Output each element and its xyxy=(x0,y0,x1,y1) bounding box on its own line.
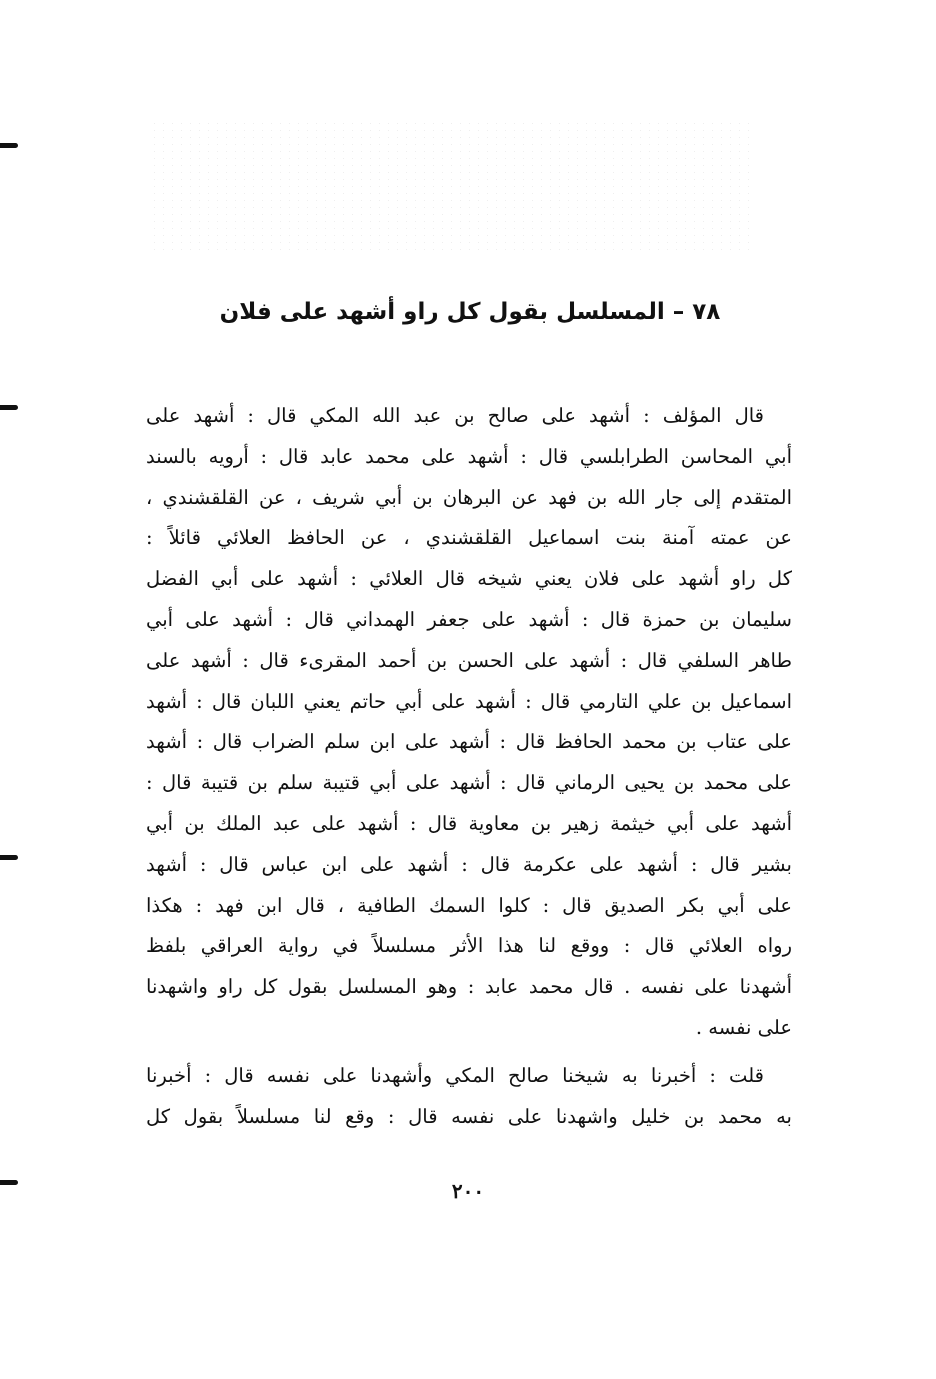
text-line: على عتاب بن محمد الحافظ قال : أشهد على ابن سلم الضراب قال : أشهد xyxy=(146,730,792,754)
text-line: على محمد بن يحيى الرماني قال : أشهد على أبي قتيبة سلم بن قتيبة قال : xyxy=(146,771,792,795)
page-number: ٢٠٠ xyxy=(451,1179,485,1203)
text-line: أبي المحاسن الطرابلسي قال : أشهد على محمد عابد قال : أرويه بالسند xyxy=(146,444,792,468)
text-line: رواه العلائي قال : ووقع لنا هذا الأثر مسلسلاً في رواية العراقي بلفظ xyxy=(146,934,792,958)
text-line: طاهر السلفي قال : أشهد على الحسن بن أحمد المقرىء قال : أشهد على xyxy=(146,648,792,672)
paragraph-2 xyxy=(146,1056,792,1138)
text-line: اسماعيل بن علي التارمي قال : أشهد على أبي حاتم يعني اللبان قال : أشهد xyxy=(146,689,792,713)
text-line: عن عمته آمنة بنت اسماعيل القلقشندي ، عن الحافظ العلائي قائلاً : xyxy=(146,526,792,550)
binding-mark xyxy=(0,855,18,860)
paragraph-1 xyxy=(146,396,792,1049)
text-line: كل راو أشهد على فلان يعني شيخه قال العلائي : أشهد على أبي الفضل xyxy=(146,567,792,591)
text-line: قلت : أخبرنا به شيخنا صالح المكي وأشهدنا على نفسه قال : أخبرنا xyxy=(146,1064,764,1087)
binding-mark xyxy=(0,1180,18,1185)
text-line: على نفسه . xyxy=(695,1015,792,1039)
binding-mark xyxy=(0,143,18,148)
text-line: سليمان بن حمزة قال : أشهد على جعفر الهمداني قال : أشهد على أبي xyxy=(146,607,792,631)
text-line: على أبي بكر الصديق قال : كلوا السمك الطافية ، قال ابن فهد : هكذا xyxy=(146,893,792,917)
scan-noise xyxy=(150,120,750,250)
text-line: به محمد بن خليل واشهدنا على نفسه قال : وقع لنا مسلسلاً بقول كل xyxy=(146,1104,792,1128)
text-line: بشير قال : أشهد على عكرمة قال : أشهد على ابن عباس قال : أشهد xyxy=(146,852,792,876)
binding-mark xyxy=(0,405,18,410)
text-line: المتقدم إلى جار الله بن فهد عن البرهان بن أبي شريف ، عن القلقشندي ، xyxy=(146,485,792,509)
text-line: أشهدنا على نفسه . قال محمد عابد : وهو المسلسل بقول كل راو واشهدنا xyxy=(146,975,792,999)
text-line: قال المؤلف : أشهد على صالح بن عبد الله المكي قال : أشهد على xyxy=(146,404,764,427)
section-heading: ٧٨ – المسلسل بقول كل راو أشهد على فلان xyxy=(219,299,721,325)
text-line: أشهد على أبي خيثمة زهير بن معاوية قال : أشهد على عبد الملك بن أبي xyxy=(146,811,792,835)
